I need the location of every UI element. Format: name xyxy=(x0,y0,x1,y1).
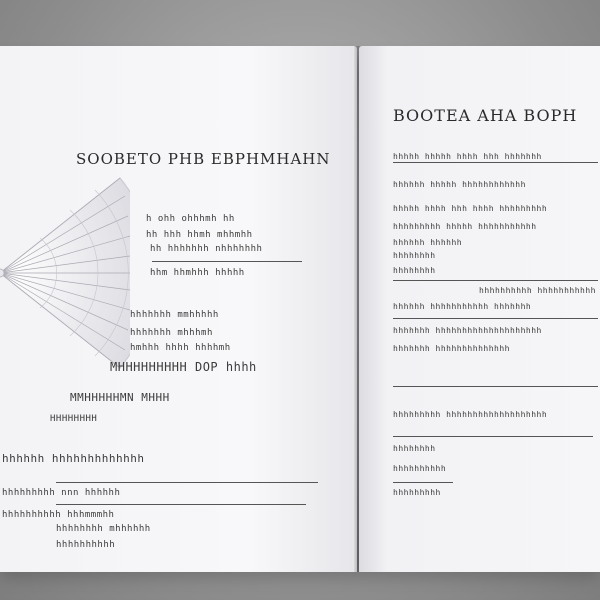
text-line: hhhhhhhhhh hhhhhhhhhhh xyxy=(479,286,596,295)
divider xyxy=(393,162,598,163)
text-line: hhhhhhhhh xyxy=(393,488,441,497)
left-page-title: SOOBETO PHB EBPHMHAHN xyxy=(76,150,331,168)
text-line: MHHHHHHHHH DOP hhhh xyxy=(110,360,257,374)
text-line: hhhhhhhhh hhhhh hhhhhhhhhhh xyxy=(393,222,537,231)
text-line: hhhhhhhhhh xyxy=(56,540,116,550)
text-line: hhhhhhhhh nnn hhhhhh xyxy=(2,488,121,498)
left-page xyxy=(0,46,357,572)
divider xyxy=(393,280,598,281)
text-line: hhhhhhhh xyxy=(393,444,436,453)
text-line: hhhhhhh hhhhhhhhhhhhhhhhhhhh xyxy=(393,326,542,335)
text-line: HHHHHHHH xyxy=(50,414,98,424)
text-line: hhhhhhhhhh xyxy=(393,464,447,473)
text-line: hhhhhhhh xyxy=(393,266,436,275)
text-line: hhhhh hhhhh hhhh hhh hhhhhhh xyxy=(393,152,542,161)
text-line: hhhhh hhhh hhh hhhh hhhhhhhhh xyxy=(393,204,548,213)
divider xyxy=(56,504,306,505)
text-line: hhhhhhhh mhhhhhh xyxy=(56,524,151,534)
text-line: hhhhhh hhhhh hhhhhhhhhhhh xyxy=(393,180,526,189)
text-line: hhhhhh hhhhhh xyxy=(393,238,463,247)
text-line: hhhhhhhhhh hhhmmmhh xyxy=(2,510,115,520)
divider xyxy=(393,436,593,437)
text-line: hmhhh hhhh hhhhmh xyxy=(130,343,231,353)
divider xyxy=(393,386,598,387)
divider xyxy=(152,261,302,262)
text-line: MMHHHHHMN MHHH xyxy=(70,391,170,404)
text-line: hhhhhhhhh hhhhhhhhhhhhhhhhhhh xyxy=(393,410,548,419)
text-line: hhhhhhhh xyxy=(393,251,436,260)
text-line: hhhhhh hhhhhhhhhhhhh xyxy=(2,452,145,465)
text-line: hhhhhh hhhhhhhhhhh hhhhhhh xyxy=(393,302,532,311)
text-line: hhhhhhh mmhhhhh xyxy=(130,310,219,320)
text-line: hh hhh hhmh mhhmhh xyxy=(146,230,253,240)
text-line: hhm hhmhhh hhhhh xyxy=(150,268,245,278)
text-line: h ohh ohhhmh hh xyxy=(146,214,235,224)
text-line: hhhhhhh mhhhmh xyxy=(130,328,213,338)
divider xyxy=(56,482,318,483)
right-page-title: BOOTEA AHA BOPH xyxy=(393,106,578,125)
divider xyxy=(393,318,598,319)
text-line: hhhhhhh hhhhhhhhhhhhhh xyxy=(393,344,510,353)
divider xyxy=(393,482,453,483)
right-page xyxy=(359,46,600,572)
text-line: hh hhhhhhh nhhhhhhh xyxy=(150,244,263,254)
